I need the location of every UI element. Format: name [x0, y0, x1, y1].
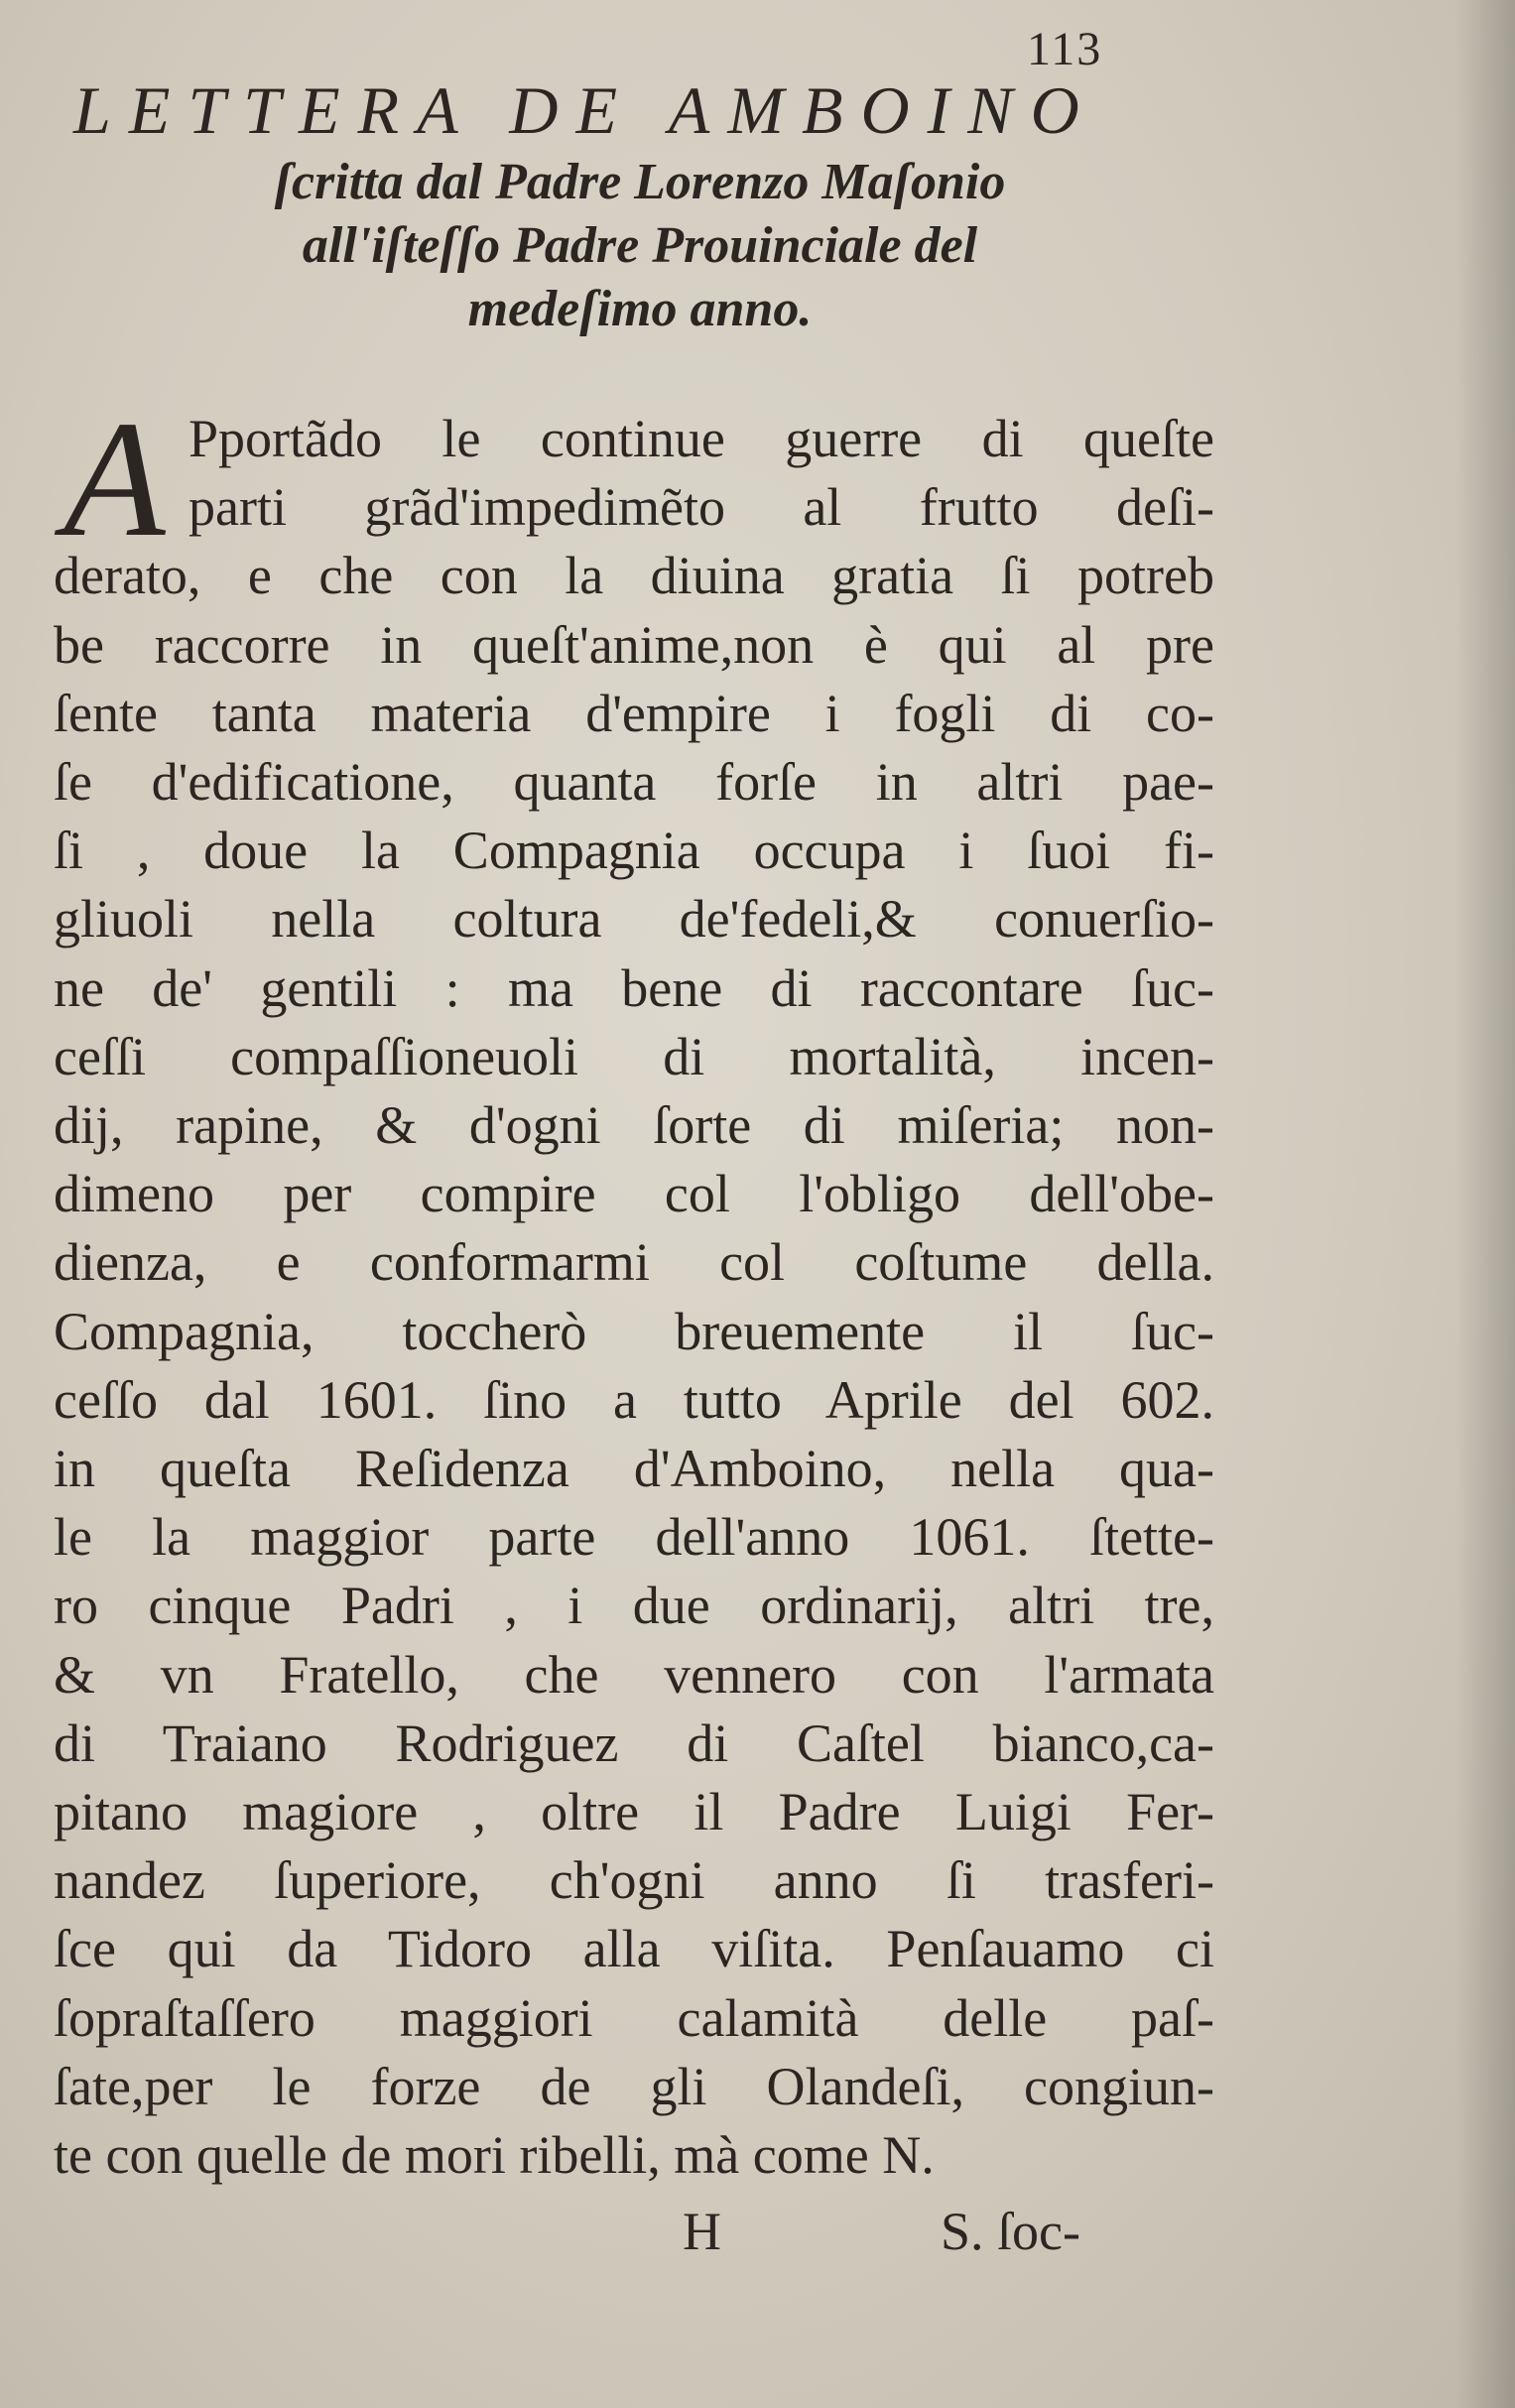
- text-line: parti grãd'impedimẽto al frutto deſi-: [189, 477, 1214, 538]
- text-line: Pportãdo le continue guerre di queſte: [189, 409, 1214, 468]
- text-line: di Traiano Rodriguez di Caſtel bianco,ca-: [54, 1712, 1214, 1773]
- page-number: 113: [1027, 23, 1103, 75]
- text-line: le la maggior parte dell'anno 1061. ſtette-: [54, 1507, 1214, 1568]
- text-line: ſente tanta materia d'empire i fogli di co-: [54, 683, 1214, 743]
- text-line: dimeno per compire col l'obligo dell'obe-: [54, 1164, 1214, 1224]
- text-line: derato, e che con la diuina gratia ſi potreb: [54, 546, 1214, 606]
- text-line: ceſſi compaſſioneuoli di mortalità, incen-: [54, 1026, 1214, 1086]
- text-line: ſopraſtaſſero maggiori calamità delle paſ-: [54, 1987, 1214, 2048]
- text-line: ſi , doue la Compagnia occupa i ſuoi fi-: [54, 821, 1214, 881]
- subtitle-line: medeſimo anno.: [467, 281, 813, 337]
- text-line: & vn Fratello, che vennero con l'armata: [54, 1644, 1214, 1705]
- text-line: be raccorre in queſt'anime,non è qui al pre: [54, 614, 1214, 675]
- body-text: [54, 387, 1214, 2190]
- letter-heading: [69, 69, 1210, 341]
- text-line: pitano magiore , oltre il Padre Luigi Fer-: [54, 1782, 1214, 1842]
- text-line: gliuoli nella coltura de'fedeli,& conuerſio-: [54, 889, 1214, 950]
- subtitle-line: ſcritta dal Padre Lorenzo Maſonio: [274, 154, 1006, 210]
- text-line: nandez ſuperiore, ch'ogni anno ſi trasferi-: [54, 1850, 1214, 1911]
- text-line: ne de' gentili : ma bene di raccontare ſuc-: [54, 957, 1214, 1018]
- signature-mark: H: [683, 2202, 721, 2261]
- text-line: ſate,per le forze de gli Olandeſi, congiun-: [54, 2056, 1214, 2116]
- catchword: S. ſoc-: [941, 2202, 1080, 2261]
- text-line: Compagnia, toccherò breuemente il ſuc-: [54, 1301, 1214, 1361]
- drop-cap: A: [63, 387, 166, 571]
- subtitle-line: all'iſteſſo Padre Prouinciale del: [302, 217, 978, 274]
- text-line: te con quelle de mori ribelli, mà come N.: [54, 2125, 935, 2186]
- text-line: dienza, e conformarmi col coſtume della.: [54, 1232, 1214, 1293]
- letter-title: LETTERA DE AMBOINO: [73, 72, 1097, 148]
- text-line: ſce qui da Tidoro alla viſita. Penſauamo ci: [54, 1919, 1214, 1979]
- text-line: in queſta Reſidenza d'Amboino, nella qua-: [54, 1439, 1214, 1499]
- text-line: dij, rapine, & d'ogni ſorte di miſeria; non-: [54, 1095, 1214, 1156]
- spine-shadow: [1455, 0, 1515, 2408]
- text-line: ro cinque Padri , i due ordinarij, altri tre,: [54, 1576, 1214, 1636]
- text-line: ceſſo dal 1601. ſino a tutto Aprile del 602.: [54, 1369, 1214, 1430]
- text-line: ſe d'edificatione, quanta forſe in altri pae-: [54, 752, 1214, 813]
